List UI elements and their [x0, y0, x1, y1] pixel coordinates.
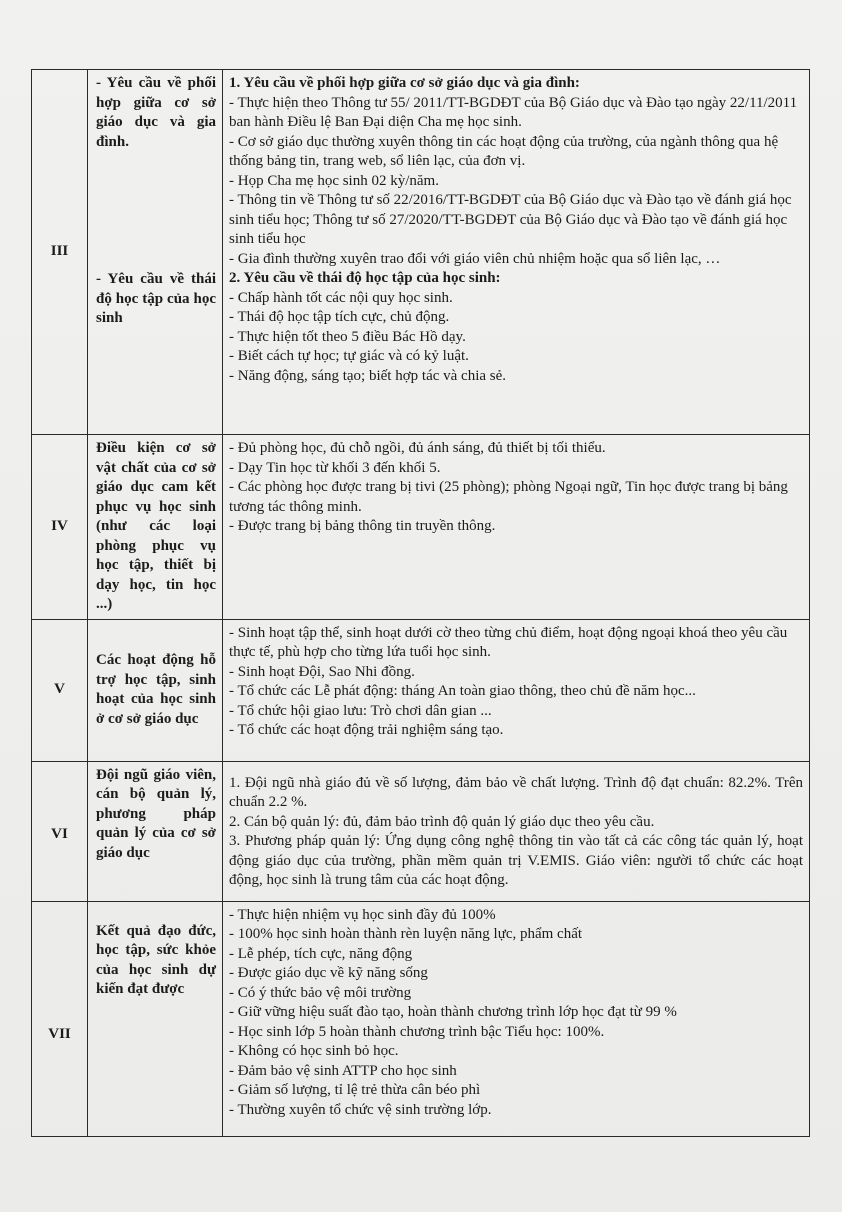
list-item: - Tổ chức các Lễ phát động: tháng An toàn giao thông, theo chủ đề năm học... — [229, 683, 696, 699]
table-row — [32, 435, 810, 620]
category-label: Đội ngũ giáo viên, cán bộ quản lý, phương pháp quản lý của cơ sở giáo dục — [96, 766, 216, 861]
list-item: - Biết cách tự học; tự giác và có kỷ luật. — [229, 348, 469, 364]
list-item: - Được giáo dục về kỹ năng sống — [229, 965, 428, 981]
row-content — [223, 761, 810, 901]
row-number: V — [32, 619, 88, 761]
row-category — [88, 619, 223, 761]
list-item: - Lễ phép, tích cực, năng động — [229, 945, 413, 962]
list-item: - Đủ phòng học, đủ chỗ ngồi, đủ ánh sáng, đủ thiết bị tối thiểu. — [229, 440, 606, 456]
table-row — [32, 70, 810, 435]
list-item: - Thái độ học tập tích cực, chủ động. — [229, 309, 450, 325]
list-item: 3. Phương pháp quản lý: Ứng dụng công nghệ thông tin vào tất cả các công tác quản lý, hoạt động giáo dục của trường, phần mềm quản trị V.EMIS. Giáo viên: người tổ chức các hoạt động, học sinh là trung tâm của các hoạt động. — [229, 833, 803, 888]
table-row — [32, 619, 810, 761]
category-label: Các hoạt động hỗ trợ học tập, sinh hoạt của học sinh ở cơ sở giáo dục — [96, 652, 216, 727]
commitment-table — [31, 69, 810, 1137]
row-number: IV — [32, 435, 88, 620]
category-label: - Yêu cầu về thái độ học tập của học sinh — [96, 271, 216, 326]
table-row — [32, 761, 810, 901]
list-item: - Chấp hành tốt các nội quy học sinh. — [229, 289, 453, 306]
list-item: - Cơ sở giáo dục thường xuyên thông tin các hoạt động của trường, của ngành thông qua hệ thống bảng tin, trang web, sổ liên lạc, của đơn vị. — [229, 133, 779, 169]
list-item: - Họp Cha mẹ học sinh 02 kỳ/năm. — [229, 172, 439, 189]
list-item: - Có ý thức bảo vệ môi trường — [229, 984, 412, 1001]
row-content — [223, 901, 810, 1136]
list-item: - Dạy Tin học từ khối 3 đến khối 5. — [229, 459, 441, 476]
category-label: Điều kiện cơ sở vật chất của cơ sở giáo dục cam kết phục vụ học sinh (như các loại phòng phục vụ học tập, thiết bị dạy học, tin học ...) — [96, 440, 216, 612]
list-item: - Thực hiện tốt theo 5 điều Bác Hồ dạy. — [229, 328, 466, 345]
row-category — [88, 761, 223, 901]
list-item: - Sinh hoạt tập thể, sinh hoạt dưới cờ theo từng chủ điểm, hoạt động ngoại khoá theo yêu cầu thực tế, phù hợp cho từng lứa tuổi học sinh. — [229, 624, 788, 660]
section-heading: 1. Yêu cầu về phối hợp giữa cơ sở giáo dục và gia đình: — [229, 75, 580, 91]
list-item: - Giữ vững hiệu suất đào tạo, hoàn thành chương trình lớp học đạt từ 99 % — [229, 1004, 677, 1020]
list-item: - Thực hiện theo Thông tư 55/ 2011/TT-BGDĐT của Bộ Giáo dục và Đào tạo ngày 22/11/2011 ban hành Điều lệ Ban Đại diện Cha mẹ học sinh. — [229, 94, 798, 130]
list-item: - Tổ chức các hoạt động trải nghiệm sáng tạo. — [229, 722, 504, 738]
list-item: - 100% học sinh hoàn thành rèn luyện năng lực, phẩm chất — [229, 926, 583, 942]
row-category — [88, 70, 223, 435]
category-label: - Yêu cầu về phối hợp giữa cơ sở giáo dục và gia đình. — [96, 75, 216, 150]
list-item: - Thường xuyên tổ chức vệ sinh trường lớp. — [229, 1101, 492, 1118]
list-item: - Gia đình thường xuyên trao đổi với giáo viên chủ nhiệm hoặc qua sổ liên lạc, … — [229, 250, 721, 267]
row-number: VI — [32, 761, 88, 901]
row-number: VII — [32, 901, 88, 1136]
list-item: - Các phòng học được trang bị tivi (25 phòng); phòng Ngoại ngữ, Tin học được trang bị bảng tương tác thông minh. — [229, 479, 788, 515]
category-label: Kết quả đạo đức, học tập, sức khỏe của học sinh dự kiến đạt được — [96, 922, 216, 997]
list-item: 2. Cán bộ quản lý: đủ, đảm bảo trình độ quản lý giáo dục theo yêu cầu. — [229, 813, 655, 830]
list-item: - Thông tin về Thông tư số 22/2016/TT-BGDĐT của Bộ Giáo dục và Đào tạo về đánh giá học sinh tiểu học; Thông tư số 27/2020/TT-BGDĐT của Bộ Giáo dục và Đào tạo về đánh giá học sinh tiểu học — [229, 192, 792, 247]
section-heading: 2. Yêu cầu về thái độ học tập của học sinh: — [229, 270, 501, 286]
list-item: - Sinh hoạt Đội, Sao Nhi đồng. — [229, 663, 415, 680]
row-category — [88, 435, 223, 620]
list-item: - Năng động, sáng tạo; biết hợp tác và chia sẻ. — [229, 367, 507, 384]
row-content — [223, 70, 810, 435]
list-item: - Không có học sinh bỏ học. — [229, 1043, 399, 1059]
list-item: - Giảm số lượng, tỉ lệ trẻ thừa cân béo phì — [229, 1082, 481, 1098]
table-row — [32, 901, 810, 1136]
list-item: - Tổ chức hội giao lưu: Trò chơi dân gian ... — [229, 702, 492, 719]
list-item: - Thực hiện nhiệm vụ học sinh đầy đủ 100% — [229, 906, 496, 923]
list-item: - Được trang bị bảng thông tin truyền thông. — [229, 518, 496, 534]
list-item: - Học sinh lớp 5 hoàn thành chương trình bậc Tiểu học: 100%. — [229, 1023, 605, 1040]
list-item: - Đảm bảo vệ sinh ATTP cho học sinh — [229, 1062, 457, 1079]
list-item: 1. Đội ngũ nhà giáo đủ về số lượng, đảm bảo về chất lượng. Trình độ đạt chuẩn: 82.2%. Trên chuẩn 2.2 %. — [229, 774, 803, 810]
row-content — [223, 435, 810, 620]
row-content — [223, 619, 810, 761]
row-category — [88, 901, 223, 1136]
row-number: III — [32, 70, 88, 435]
